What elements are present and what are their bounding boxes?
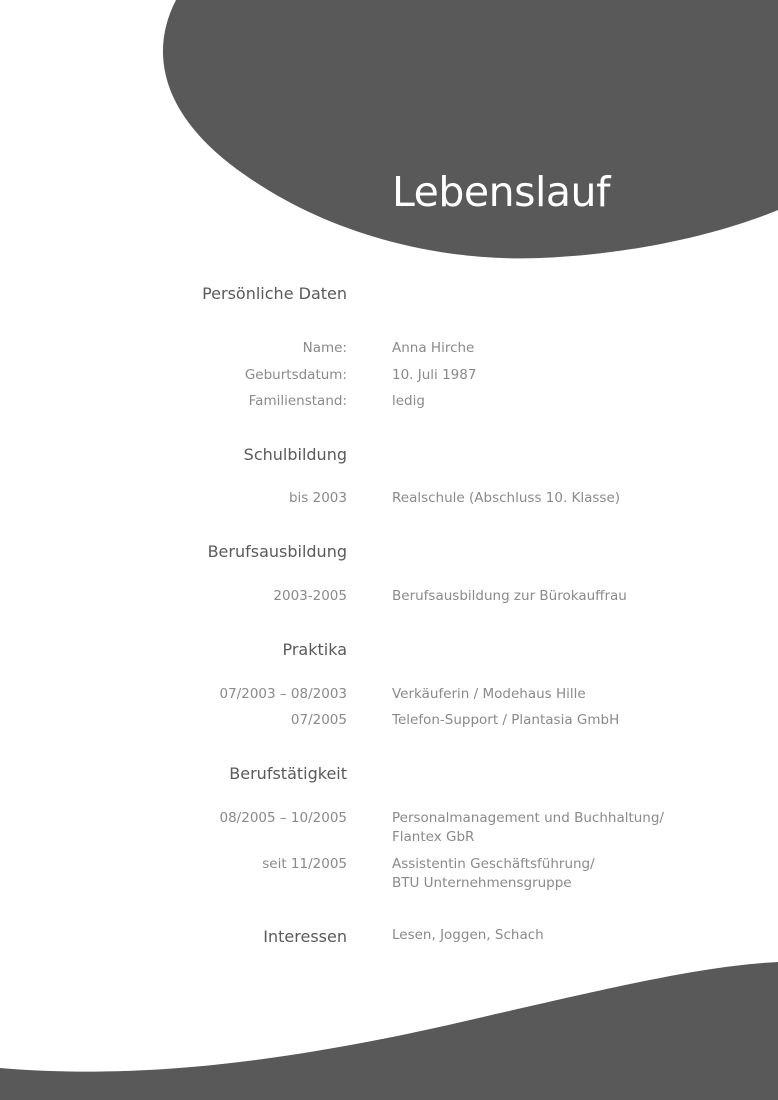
label-birthdate: Geburtsdatum: [244, 367, 347, 383]
page-title: Lebenslauf [392, 168, 610, 216]
section-heading-training: Berufsausbildung [207, 542, 347, 561]
value-interests: Lesen, Joggen, Schach [392, 927, 544, 943]
section-heading-interests: Interessen [263, 927, 347, 946]
value-work-2-line2: BTU Unternehmensgruppe [392, 875, 572, 891]
section-heading-personal: Persönliche Daten [202, 284, 347, 303]
value-birthdate: 10. Juli 1987 [392, 367, 477, 383]
label-work-2: seit 11/2005 [262, 856, 347, 872]
value-name: Anna Hirche [392, 340, 475, 356]
bottom-wave-shape [0, 962, 778, 1100]
label-name: Name: [302, 340, 347, 356]
value-internship-2: Telefon-Support / Plantasia GmbH [392, 712, 620, 728]
value-work-1-line1: Personalmanagement und Buchhaltung/ [392, 810, 664, 826]
label-internship-1: 07/2003 – 08/2003 [219, 686, 347, 702]
section-heading-school: Schulbildung [243, 445, 347, 464]
label-internship-2: 07/2005 [290, 712, 347, 728]
value-internship-1: Verkäuferin / Modehaus Hille [392, 686, 586, 702]
value-training: Berufsausbildung zur Bürokauffrau [392, 588, 627, 604]
label-school-period: bis 2003 [288, 490, 347, 506]
label-work-1: 08/2005 – 10/2005 [219, 810, 347, 826]
section-heading-work: Berufstätigkeit [229, 764, 347, 783]
value-work-2-line1: Assistentin Geschäftsführung/ [392, 856, 595, 872]
section-heading-internships: Praktika [282, 640, 347, 659]
label-marital-status: Familienstand: [248, 393, 347, 409]
value-work-1-line2: Flantex GbR [392, 829, 475, 845]
value-school: Realschule (Abschluss 10. Klasse) [392, 490, 621, 506]
value-marital-status: ledig [392, 393, 425, 409]
label-training-period: 2003-2005 [273, 588, 347, 604]
